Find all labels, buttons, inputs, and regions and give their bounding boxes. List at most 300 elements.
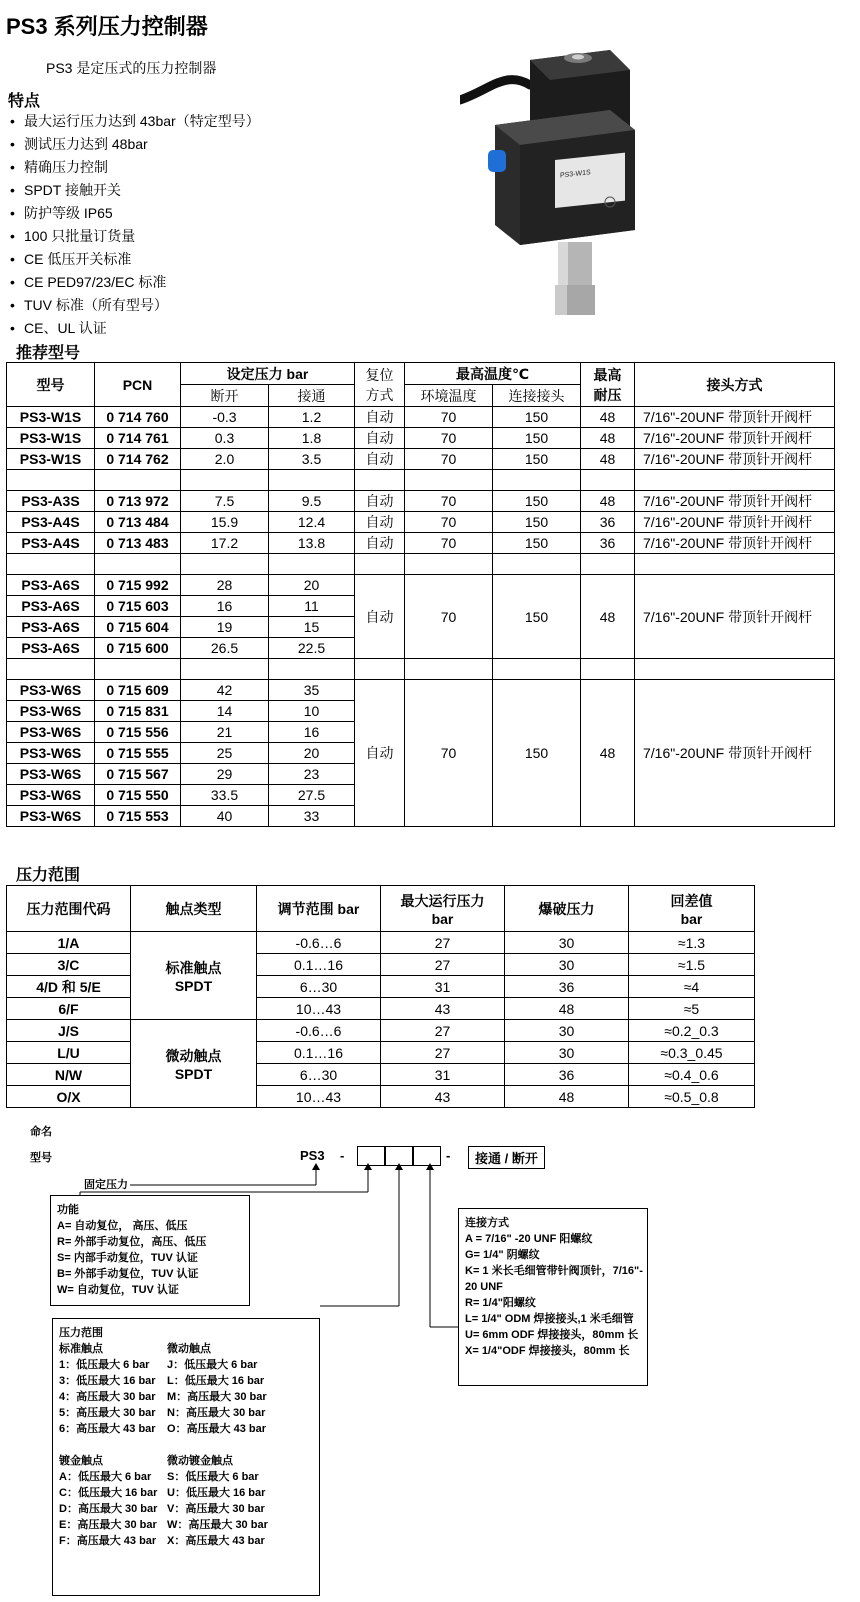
model-cell: PS3-A6S (7, 596, 95, 617)
cut-in-cell: 15 (269, 617, 355, 638)
cut-in-cell: 22.5 (269, 638, 355, 659)
feature-item: • 防护等级 IP65 (10, 202, 260, 225)
table-row (7, 680, 835, 701)
range-code-cell: L/U (7, 1042, 131, 1064)
table-row (7, 512, 835, 533)
pcn-cell: 0 713 484 (95, 512, 181, 533)
conn-temp-cell: 150 (493, 512, 581, 533)
fixed-pressure-label: 固定压力 (84, 1179, 128, 1191)
range-row (59, 1389, 313, 1405)
burst-cell: 48 (505, 1086, 629, 1108)
cut-in-cell: 16 (269, 722, 355, 743)
cut-in-cell: 9.5 (269, 491, 355, 512)
function-line: B= 外部手动复位，TUV 认证 (57, 1268, 199, 1280)
model-cell: PS3-A6S (7, 617, 95, 638)
cut-out-cell: -0.3 (181, 407, 269, 428)
cut-out-cell: 0.3 (181, 428, 269, 449)
reset-cell: 自动 (355, 407, 405, 428)
naming-diagram (0, 1115, 860, 1602)
range-title: 压力范围 (59, 1327, 103, 1339)
model-cell: PS3-W6S (7, 785, 95, 806)
reset-cell: 自动 (355, 575, 405, 659)
adjust-range-cell: 6…30 (257, 976, 381, 998)
blank-cell (95, 470, 181, 491)
connection-line: L= 1/4" ODM 焊接接头,1 米毛细管 (465, 1313, 634, 1325)
table-row (7, 449, 835, 470)
col-differential (629, 886, 755, 932)
cut-in-cell: 1.2 (269, 407, 355, 428)
table-row (7, 491, 835, 512)
table-row (7, 533, 835, 554)
adjust-range-cell: 6…30 (257, 1064, 381, 1086)
col-differential-line2: bar (680, 910, 703, 927)
blank-cell (493, 554, 581, 575)
max-operating-cell: 27 (381, 954, 505, 976)
cut-in-cell: 35 (269, 680, 355, 701)
contact-type-line1: 标准触点 (165, 959, 222, 976)
blank-cell (405, 554, 493, 575)
blank-cell (355, 554, 405, 575)
ambient-cell: 70 (405, 491, 493, 512)
pcn-cell: 0 715 555 (95, 743, 181, 764)
cut-out-cell: 7.5 (181, 491, 269, 512)
col-conn-temp: 连接接头 (493, 385, 581, 407)
col-ambient: 环境温度 (405, 385, 493, 407)
max-pressure-cell: 48 (581, 680, 635, 827)
blank-cell (181, 470, 269, 491)
group-spacer-row (7, 659, 835, 680)
model-cell: PS3-A4S (7, 512, 95, 533)
conn-temp-cell: 150 (493, 680, 581, 827)
max-operating-cell: 43 (381, 998, 505, 1020)
pcn-cell: 0 713 972 (95, 491, 181, 512)
differential-cell: ≈0.4_0.6 (629, 1064, 755, 1086)
model-cell: PS3-W6S (7, 764, 95, 785)
range-code-cell: O/X (7, 1086, 131, 1108)
range-row (59, 1405, 313, 1421)
conn-temp-cell: 150 (493, 407, 581, 428)
range-code-cell: J/S (7, 1020, 131, 1042)
models-body (7, 407, 835, 827)
range-item: V：高压最大 30 bar (167, 1503, 265, 1515)
col-contact-type: 触点类型 (131, 886, 257, 932)
range-code-cell: 4/D 和 5/E (7, 976, 131, 998)
pcn-cell: 0 715 550 (95, 785, 181, 806)
table-row (7, 1020, 755, 1042)
differential-cell: ≈0.5_0.8 (629, 1086, 755, 1108)
function-line: S= 内部手动复位，TUV 认证 (57, 1252, 198, 1264)
cut-out-cell: 19 (181, 617, 269, 638)
model-cell: PS3-W6S (7, 806, 95, 827)
model-cell: PS3-A6S (7, 575, 95, 596)
adjust-range-cell: 0.1…16 (257, 954, 381, 976)
connection-line: A = 7/16" -20 UNF 阳螺纹 (465, 1233, 593, 1245)
max-operating-cell: 31 (381, 1064, 505, 1086)
function-line: A= 自动复位， 高压、低压 (57, 1220, 188, 1232)
col-max-pressure-line2: 耐压 (593, 386, 622, 403)
group-spacer-row (7, 470, 835, 491)
table-row (7, 954, 755, 976)
differential-cell: ≈4 (629, 976, 755, 998)
cut-in-cell: 13.8 (269, 533, 355, 554)
model-prefix: PS3 (300, 1148, 325, 1163)
cut-out-cell: 33.5 (181, 785, 269, 806)
max-operating-cell: 31 (381, 976, 505, 998)
burst-cell: 30 (505, 932, 629, 954)
blank-cell (7, 659, 95, 680)
range-item: D：高压最大 30 bar (59, 1503, 158, 1515)
connection-box (458, 1208, 648, 1386)
page-subtitle: PS3 是定压式的压力控制器 (46, 60, 217, 76)
ambient-cell: 70 (405, 512, 493, 533)
model-cell: PS3-A4S (7, 533, 95, 554)
conn-temp-cell: 150 (493, 575, 581, 659)
connection-line: X= 1/4"ODF 焊接接头，80mm 长 (465, 1345, 630, 1357)
blank-cell (493, 659, 581, 680)
blank-cell (7, 554, 95, 575)
connection-line: K= 1 米长毛细管带针阀顶针，7/16"- (465, 1265, 643, 1277)
pcn-cell: 0 715 604 (95, 617, 181, 638)
cut-out-cell: 28 (181, 575, 269, 596)
cut-in-cell: 20 (269, 743, 355, 764)
adjust-range-cell: 10…43 (257, 998, 381, 1020)
pcn-cell: 0 715 567 (95, 764, 181, 785)
contact-type-line2: SPDT (174, 1065, 213, 1082)
features-heading: 特点 (8, 93, 41, 110)
blank-cell (95, 554, 181, 575)
ambient-cell: 70 (405, 575, 493, 659)
pcn-cell: 0 715 600 (95, 638, 181, 659)
cut-in-cell: 23 (269, 764, 355, 785)
connection-line: R= 1/4"阳螺纹 (465, 1297, 536, 1309)
pcn-cell: 0 715 609 (95, 680, 181, 701)
model-cell: PS3-W1S (7, 428, 95, 449)
ambient-cell: 70 (405, 449, 493, 470)
cut-out-cell: 26.5 (181, 638, 269, 659)
range-code-cell: 6/F (7, 998, 131, 1020)
burst-cell: 30 (505, 1042, 629, 1064)
max-operating-cell: 27 (381, 1020, 505, 1042)
table-row (7, 932, 755, 954)
blank-cell (405, 659, 493, 680)
pressure-switch-photo (460, 30, 660, 320)
feature-item: • CE、UL 认证 (10, 317, 260, 340)
max-pressure-cell: 36 (581, 512, 635, 533)
col-differential-line1: 回差值 (670, 892, 713, 909)
range-code-cell: N/W (7, 1064, 131, 1086)
range-item: 3：低压最大 16 bar (59, 1375, 156, 1387)
range-item: 4：高压最大 30 bar (59, 1391, 156, 1403)
features-list (10, 110, 260, 340)
blank-cell (95, 659, 181, 680)
contact-type-cell (131, 1020, 257, 1108)
feature-item: • SPDT 接触开关 (10, 179, 260, 202)
connection-cell: 7/16"-20UNF 带顶针开阀杆 (635, 575, 835, 659)
ambient-cell: 70 (405, 533, 493, 554)
reset-cell: 自动 (355, 533, 405, 554)
burst-cell: 30 (505, 954, 629, 976)
group-spacer-row (7, 554, 835, 575)
table-row (7, 976, 755, 998)
blank-cell (269, 470, 355, 491)
ambient-cell: 70 (405, 680, 493, 827)
cut-out-cell: 16 (181, 596, 269, 617)
col-connection: 接头方式 (635, 363, 835, 407)
connection-cell: 7/16"-20UNF 带顶针开阀杆 (635, 449, 835, 470)
col-set-pressure: 设定压力 bar (181, 363, 355, 385)
range-item: E：高压最大 30 bar (59, 1519, 157, 1531)
ranges-body (7, 932, 755, 1108)
burst-cell: 30 (505, 1020, 629, 1042)
model-cell: PS3-W1S (7, 449, 95, 470)
table-row (7, 1064, 755, 1086)
blank-cell (269, 554, 355, 575)
differential-cell: ≈0.2_0.3 (629, 1020, 755, 1042)
col-max-pressure-line1: 最高 (593, 366, 622, 383)
cut-out-cell: 40 (181, 806, 269, 827)
cut-out-cell: 14 (181, 701, 269, 722)
blank-cell (635, 554, 835, 575)
feature-item: • 精确压力控制 (10, 156, 260, 179)
ambient-cell: 70 (405, 428, 493, 449)
range-col3-title: 镀金触点 (59, 1455, 103, 1467)
contact-type-line2: SPDT (174, 977, 213, 994)
range-item: O：高压最大 43 bar (167, 1423, 267, 1435)
pcn-cell: 0 714 761 (95, 428, 181, 449)
col-model: 型号 (7, 363, 95, 407)
cut-in-cell: 27.5 (269, 785, 355, 806)
pcn-cell: 0 715 831 (95, 701, 181, 722)
cut-in-cell: 3.5 (269, 449, 355, 470)
range-code-cell: 1/A (7, 932, 131, 954)
function-line: W= 自动复位，TUV 认证 (57, 1284, 179, 1296)
feature-item: • 最大运行压力达到 43bar（特定型号） (10, 110, 260, 133)
range-spacer (59, 1437, 313, 1453)
blank-cell (581, 554, 635, 575)
adjust-range-cell: 10…43 (257, 1086, 381, 1108)
col-reset (355, 363, 405, 407)
cut-in-cell: 12.4 (269, 512, 355, 533)
connect-label: 接通 / 断开 (468, 1146, 545, 1169)
col-max-operating-line1: 最大运行压力 (400, 892, 485, 909)
range-row (59, 1517, 313, 1533)
cut-out-cell: 42 (181, 680, 269, 701)
connection-cell: 7/16"-20UNF 带顶针开阀杆 (635, 512, 835, 533)
model-cell: PS3-A6S (7, 638, 95, 659)
conn-temp-cell: 150 (493, 491, 581, 512)
page-title: PS3 系列压力控制器 (6, 14, 208, 39)
col-burst: 爆破压力 (505, 886, 629, 932)
connection-cell: 7/16"-20UNF 带顶针开阀杆 (635, 407, 835, 428)
model-cell: PS3-W6S (7, 680, 95, 701)
range-item: W：高压最大 30 bar (167, 1519, 268, 1531)
reset-cell: 自动 (355, 449, 405, 470)
ranges-heading: 压力范围 (16, 867, 81, 884)
blank-cell (405, 470, 493, 491)
label-text: PS3-W1S (560, 169, 591, 180)
col-cut-out: 断开 (181, 385, 269, 407)
blank-cell (581, 470, 635, 491)
model-cell: PS3-A3S (7, 491, 95, 512)
cut-in-cell: 33 (269, 806, 355, 827)
pcn-cell: 0 715 553 (95, 806, 181, 827)
dash-2: - (446, 1148, 451, 1163)
table-row (7, 998, 755, 1020)
connection-cell: 7/16"-20UNF 带顶针开阀杆 (635, 680, 835, 827)
range-item: S：低压最大 6 bar (167, 1471, 259, 1483)
range-item: J：低压最大 6 bar (167, 1359, 258, 1371)
table-row (7, 407, 835, 428)
range-col2-title: 微动触点 (167, 1343, 211, 1355)
range-code-cell: 3/C (7, 954, 131, 976)
dash-1: - (340, 1148, 345, 1163)
max-pressure-cell: 36 (581, 533, 635, 554)
table-row (7, 428, 835, 449)
range-col1-title: 标准触点 (59, 1343, 103, 1355)
contact-type-cell (131, 932, 257, 1020)
col-reset-line1: 复位 (365, 366, 394, 383)
models-heading: 推荐型号 (16, 345, 81, 362)
connection-cell: 7/16"-20UNF 带顶针开阀杆 (635, 491, 835, 512)
range-item: 1：低压最大 6 bar (59, 1359, 150, 1371)
burst-cell: 48 (505, 998, 629, 1020)
model-cell: PS3-W1S (7, 407, 95, 428)
range-box (52, 1318, 320, 1596)
blank-cell (181, 554, 269, 575)
col-cut-in: 接通 (269, 385, 355, 407)
range-item: C：低压最大 16 bar (59, 1487, 158, 1499)
connection-line: G= 1/4" 阴螺纹 (465, 1249, 540, 1261)
col-adjust-range: 调节范围 bar (257, 886, 381, 932)
connection-line: 20 UNF (465, 1281, 503, 1293)
differential-cell: ≈0.3_0.45 (629, 1042, 755, 1064)
conn-temp-cell: 150 (493, 428, 581, 449)
blank-cell (7, 470, 95, 491)
range-item: A：低压最大 6 bar (59, 1471, 152, 1483)
range-col4-title: 微动镀金触点 (167, 1455, 233, 1467)
max-operating-cell: 27 (381, 1042, 505, 1064)
blank-cell (635, 470, 835, 491)
max-pressure-cell: 48 (581, 575, 635, 659)
range-item: M：高压最大 30 bar (167, 1391, 267, 1403)
range-item: X：高压最大 43 bar (167, 1535, 265, 1547)
adjust-range-cell: -0.6…6 (257, 1020, 381, 1042)
models-table (6, 362, 835, 827)
col-reset-line2: 方式 (365, 386, 394, 403)
cut-in-cell: 10 (269, 701, 355, 722)
range-subheader (59, 1453, 313, 1469)
reset-cell: 自动 (355, 512, 405, 533)
ambient-cell: 70 (405, 407, 493, 428)
range-row (59, 1421, 313, 1437)
reset-cell: 自动 (355, 680, 405, 827)
range-row (59, 1357, 313, 1373)
pcn-cell: 0 713 483 (95, 533, 181, 554)
range-row (59, 1501, 313, 1517)
differential-cell: ≈5 (629, 998, 755, 1020)
col-max-operating (381, 886, 505, 932)
feature-item: • 100 只批量订货量 (10, 225, 260, 248)
function-title: 功能 (57, 1204, 79, 1216)
range-item: U：低压最大 16 bar (167, 1487, 266, 1499)
max-pressure-cell: 48 (581, 428, 635, 449)
reset-cell: 自动 (355, 491, 405, 512)
max-pressure-cell: 48 (581, 491, 635, 512)
range-item: 5：高压最大 30 bar (59, 1407, 156, 1419)
burst-cell: 36 (505, 976, 629, 998)
connection-cell: 7/16"-20UNF 带顶针开阀杆 (635, 533, 835, 554)
cut-out-cell: 15.9 (181, 512, 269, 533)
cut-out-cell: 17.2 (181, 533, 269, 554)
model-cell: PS3-W6S (7, 722, 95, 743)
model-cell: PS3-W6S (7, 701, 95, 722)
connection-title: 连接方式 (465, 1217, 509, 1229)
range-item: L：低压最大 16 bar (167, 1375, 265, 1387)
pcn-cell: 0 715 992 (95, 575, 181, 596)
differential-cell: ≈1.5 (629, 954, 755, 976)
max-pressure-cell: 48 (581, 449, 635, 470)
adjust-range-cell: -0.6…6 (257, 932, 381, 954)
ranges-table (6, 885, 755, 1108)
range-row (59, 1469, 313, 1485)
cut-out-cell: 29 (181, 764, 269, 785)
model-label: 型号 (30, 1152, 52, 1164)
col-pcn: PCN (95, 363, 181, 407)
function-line: R= 外部手动复位，高压、低压 (57, 1236, 207, 1248)
differential-cell: ≈1.3 (629, 932, 755, 954)
range-item: F：高压最大 43 bar (59, 1535, 157, 1547)
cut-out-cell: 2.0 (181, 449, 269, 470)
pcn-cell: 0 714 760 (95, 407, 181, 428)
reset-cell: 自动 (355, 428, 405, 449)
connection-cell: 7/16"-20UNF 带顶针开阀杆 (635, 428, 835, 449)
col-range-code: 压力范围代码 (7, 886, 131, 932)
naming-heading: 命名 (30, 1126, 52, 1138)
pcn-cell: 0 715 603 (95, 596, 181, 617)
feature-item: • CE PED97/23/EC 标准 (10, 271, 260, 294)
range-item: N：高压最大 30 bar (167, 1407, 266, 1419)
range-row (59, 1533, 313, 1549)
adjust-range-cell: 0.1…16 (257, 1042, 381, 1064)
feature-item: • 测试压力达到 48bar (10, 133, 260, 156)
table-row (7, 1042, 755, 1064)
blank-cell (493, 470, 581, 491)
blank-cell (355, 470, 405, 491)
pcn-cell: 0 715 556 (95, 722, 181, 743)
col-max-temp: 最高温度℃ (405, 363, 581, 385)
pcn-cell: 0 714 762 (95, 449, 181, 470)
blank-cell (269, 659, 355, 680)
feature-item: • TUV 标准（所有型号） (10, 294, 260, 317)
max-pressure-cell: 48 (581, 407, 635, 428)
function-box (50, 1195, 250, 1306)
feature-item: • CE 低压开关标准 (10, 248, 260, 271)
table-row (7, 1086, 755, 1108)
cut-out-cell: 25 (181, 743, 269, 764)
conn-temp-cell: 150 (493, 533, 581, 554)
blank-cell (181, 659, 269, 680)
range-item: 6：高压最大 43 bar (59, 1423, 156, 1435)
cut-in-cell: 11 (269, 596, 355, 617)
blank-cell (581, 659, 635, 680)
range-row (59, 1485, 313, 1501)
blank-cell (355, 659, 405, 680)
contact-type-line1: 微动触点 (165, 1047, 222, 1064)
blank-cell (635, 659, 835, 680)
table-row (7, 575, 835, 596)
col-max-pressure (581, 363, 635, 407)
range-subheader (59, 1341, 313, 1357)
